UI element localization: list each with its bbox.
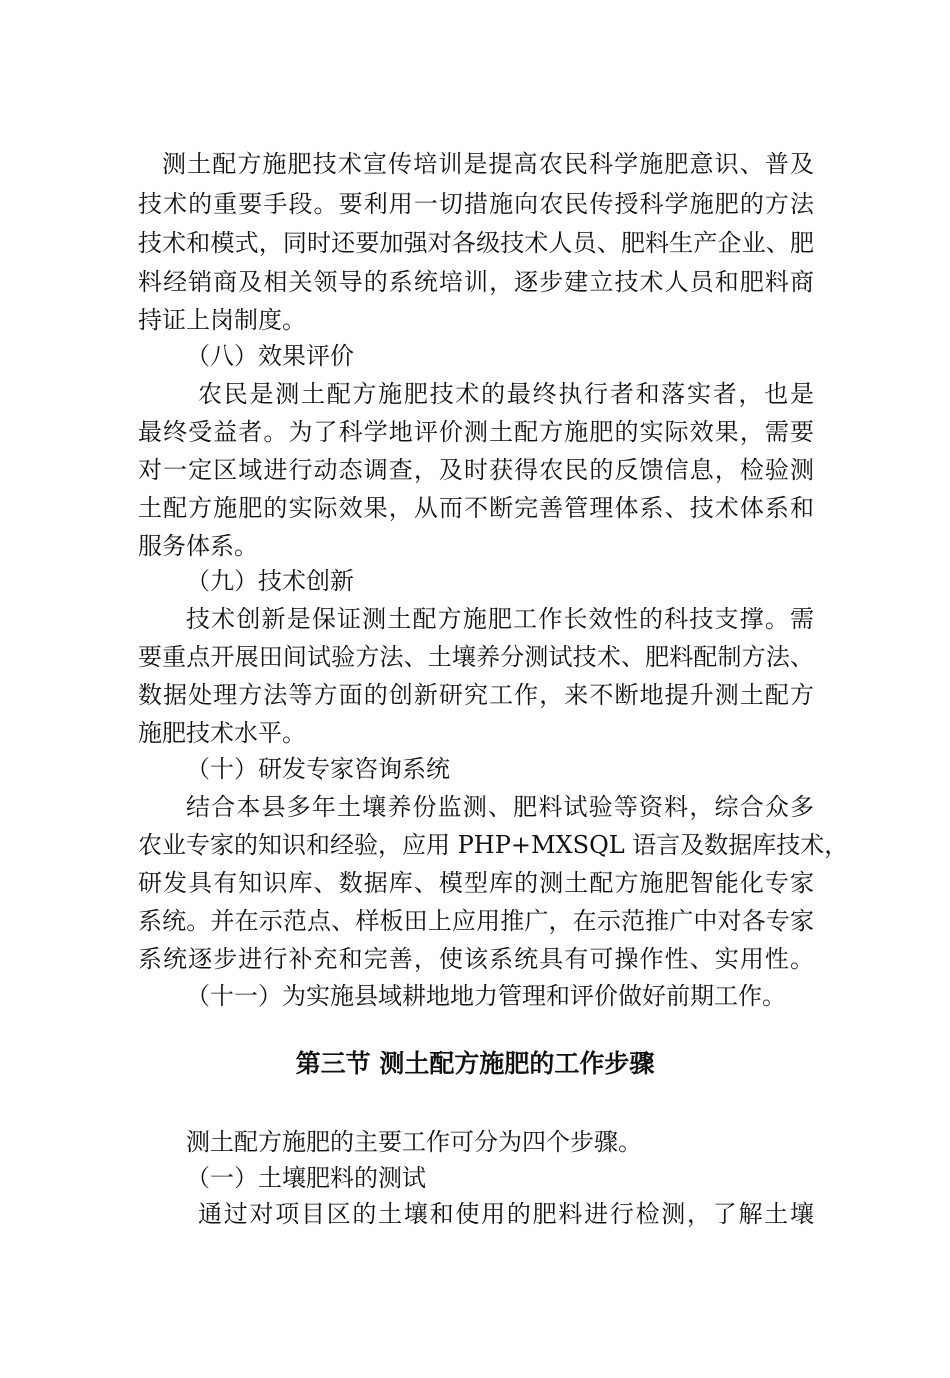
paragraph-line: 技术的重要手段。要利用一切措施向农民传授科学施肥的方法: [138, 190, 814, 218]
subheading-one: （一）土壤肥料的测试: [186, 1164, 426, 1192]
paragraph-line: 结合本县多年土壤养份监测、肥料试验等资料，综合众多: [186, 793, 814, 821]
paragraph-line: 料经销商及相关领导的系统培训，逐步建立技术人员和肥料商: [138, 268, 814, 296]
paragraph-line: 农民是测土配方施肥技术的最终执行者和落实者，也是: [198, 380, 814, 408]
paragraph-line: 数据处理方法等方面的创新研究工作，来不断地提升测土配方: [138, 681, 814, 709]
subheading-ten: （十）研发专家咨询系统: [186, 755, 450, 783]
paragraph-line: 对一定区域进行动态调查，及时获得农民的反馈信息，检验测: [138, 456, 814, 484]
subheading-eight: （八）效果评价: [186, 342, 354, 370]
paragraph-line: 最终受益者。为了科学地评价测土配方施肥的实际效果，需要: [138, 418, 814, 446]
subheading-nine: （九）技术创新: [186, 567, 354, 595]
paragraph-line: 通过对项目区的土壤和使用的肥料进行检测，了解土壤: [198, 1200, 814, 1228]
paragraph-line: 系统逐步进行补充和完善，使该系统具有可操作性、实用性。: [138, 945, 814, 973]
paragraph-line: 研发具有知识库、数据库、模型库的测土配方施肥智能化专家: [138, 869, 814, 897]
paragraph-line: 系统。并在示范点、样板田上应用推广，在示范推广中对各专家: [138, 907, 814, 935]
paragraph-line: 土配方施肥的实际效果，从而不断完善管理体系、技术体系和: [138, 494, 814, 522]
paragraph-line: 技术和模式，同时还要加强对各级技术人员、肥料生产企业、肥: [138, 229, 814, 257]
subheading-eleven: （十一）为实施县域耕地地力管理和评价做好前期工作。: [186, 982, 786, 1010]
paragraph-line: 要重点开展田间试验方法、土壤养分测试技术、肥料配制方法、: [138, 643, 814, 671]
paragraph-line: 技术创新是保证测土配方施肥工作长效性的科技支撑。需: [186, 605, 814, 633]
section-title: 第三节 测土配方施肥的工作步骤: [295, 1049, 655, 1078]
paragraph-line: 持证上岗制度。: [138, 306, 306, 334]
paragraph-line: 测土配方施肥的主要工作可分为四个步骤。: [186, 1128, 642, 1156]
paragraph-line: 服务体系。: [138, 532, 258, 560]
paragraph-line: 施肥技术水平。: [138, 719, 306, 747]
paragraph-line: 测土配方施肥技术宣传培训是提高农民科学施肥意识、普及: [162, 150, 814, 178]
paragraph-line: 农业专家的知识和经验，应用 PHP+MXSQL 语言及数据库技术，: [138, 831, 849, 859]
